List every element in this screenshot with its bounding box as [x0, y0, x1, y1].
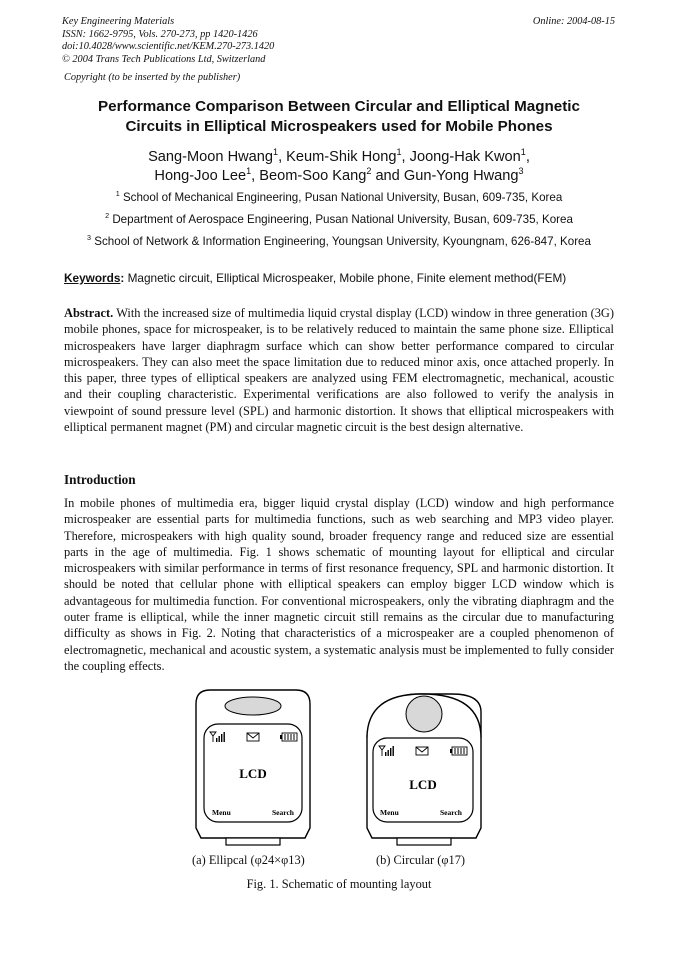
phone-elliptical: [196, 690, 310, 845]
author-affil-sup: 1: [520, 147, 526, 158]
author-affil-sup: 1: [396, 147, 402, 158]
online-date: Online: 2004-08-15: [532, 16, 615, 27]
affiliation-1: $^1$ School of Mechanical Engineering, Pusan National University, Busan, 609-735, Korea: [115, 189, 563, 204]
envelope-icon: [416, 747, 428, 755]
author-line-1: Sang-Moon Hwang$^1$, Keum-Shik Hong$^1$, Joong-Hak Kwon$^1$,: [148, 147, 530, 165]
copyright-line: Copyright (to be inserted by the publisher): [64, 72, 241, 83]
author-list: [40, 148, 638, 186]
author-affil-sup: 1: [246, 166, 252, 177]
abstract-text: With the increased size of multimedia liquid crystal display (LCD) window in three generation (3G) mobile phones, space for microspeaker, is to be relatively reduced to maintain the same phone size. Elliptical microspeakers have larger diaphragm surface which can show better performance compared to circular microspeakers. They can also meet the space limitation due to reduced minor axis, once attached properly. In this paper, three types of elliptical speakers are analyzed using FEM electromagnetic, mechanical, acoustic and their coupling characteristic. Experimental verifications are also followed to verify the analysis in viewpoint of sound pressure level (SPL) and harmonic distortion. It shows that elliptical microspeakers with elliptical permanent magnet (PM) and circular magnetic circuit is the best design alternative.: [64, 306, 614, 435]
subcaption-a: (a) Ellipcal (φ24×φ13): [192, 853, 305, 867]
author-name: Beom-Soo Kang: [259, 168, 367, 184]
author-name: Sang-Moon Hwang: [148, 149, 274, 165]
phone-a-lcd-label: LCD: [239, 766, 267, 781]
circular-speaker: [406, 696, 442, 732]
author-name: Hong-Joo Lee: [154, 168, 247, 184]
mounting-layout-figure: [190, 688, 490, 853]
keywords-label: Keywords: [64, 271, 121, 285]
figure-caption: Fig. 1. Schematic of mounting layout: [246, 877, 432, 891]
author-name: Keum-Shik Hong: [286, 149, 397, 165]
doi-line: doi:10.4028/www.scientific.net/KEM.270-273.1420: [62, 41, 275, 53]
issn-line: ISSN: 1662-9795, Vols. 270-273, pp 1420-1426: [62, 28, 258, 40]
author-line-2: Hong-Joo Lee$^1$, Beom-Soo Kang$^2$ and Gun-Yong Hwang$^3$: [154, 166, 524, 184]
paper-title: [40, 97, 638, 137]
introduction-paragraph: In mobile phones of multimedia era, bigger liquid crystal display (LCD) window and high performance microspeaker are essential parts for multimedia functions, such as web searching and MP3 video player. Therefore, microspeakers with high quality sound, broader frequency range and reduced size are essential parts in the age of multimedia. Fig. 1 shows schematic of mounting layout for elliptical and circular microspeakers with similar performance in terms of first resonance frequency, SPL and harmonic distortion. It should be noted that cellular phone with elliptical speakers can employ bigger LCD window which is advantageous for multimedia function. For conventional microspeakers, only the vibrating diaphragm and the outer frame is elliptical, while the inner magnetic circuit still remains as the circular due to manufacturing difficulty as shows in Fig. 2. Noting that characteristics of a microspeaker are a coupled phenomenon of electromagnetic, mechanical and acoustic system, a systematic analysis must be implemented to fully consider the coupling effects.: [64, 496, 614, 673]
title-line-2: Circuits in Elliptical Microspeakers used for Mobile Phones: [125, 118, 553, 135]
phone-b-menu-label: Menu: [380, 808, 399, 817]
journal-header: [62, 16, 274, 66]
phone-a-menu-label: Menu: [212, 808, 231, 817]
elliptical-speaker: [225, 697, 281, 715]
keywords-line: Keywords: Magnetic circuit, Elliptical Microspeaker, Mobile phone, Finite element method(FEM): [64, 271, 567, 285]
abstract-paragraph: [64, 305, 614, 435]
phone-b-lcd-label: LCD: [409, 777, 437, 792]
author-name: Gun-Yong Hwang: [403, 168, 519, 184]
author-affil-sup: 1: [273, 147, 279, 158]
author-name: Joong-Hak Kwon: [409, 149, 521, 165]
phone-circular: [367, 694, 481, 845]
section-heading-introduction: Introduction: [64, 472, 136, 487]
affiliation-2: $^2$ Department of Aerospace Engineering, Pusan National University, Busan, 609-735, Korea: [105, 211, 573, 226]
affiliation-3: $^3$ School of Network & Information Engineering, Youngsan University, Kyoungnam, 626-847, Korea: [87, 233, 591, 248]
battery-icon: [280, 733, 297, 741]
journal-name: Key Engineering Materials: [62, 16, 175, 27]
battery-icon: [450, 747, 467, 755]
author-affil-sup: 3: [518, 166, 524, 177]
phone-b-bottom-tab: [397, 838, 451, 845]
keywords-text: Magnetic circuit, Elliptical Microspeaker, Mobile phone, Finite element method(FEM): [124, 271, 567, 285]
phone-b-search-label: Search: [440, 808, 462, 817]
phone-a-search-label: Search: [272, 808, 294, 817]
author-affil-sup: 2: [366, 166, 372, 177]
publisher-line: © 2004 Trans Tech Publications Ltd, Switzerland: [62, 53, 266, 65]
abstract-label: Abstract.: [64, 306, 114, 320]
title-line-1: Performance Comparison Between Circular and Elliptical Magnetic: [98, 98, 580, 115]
envelope-icon: [247, 733, 259, 741]
phone-a-bottom-tab: [226, 838, 280, 845]
subcaption-b: (b) Circular (φ17): [376, 853, 466, 867]
